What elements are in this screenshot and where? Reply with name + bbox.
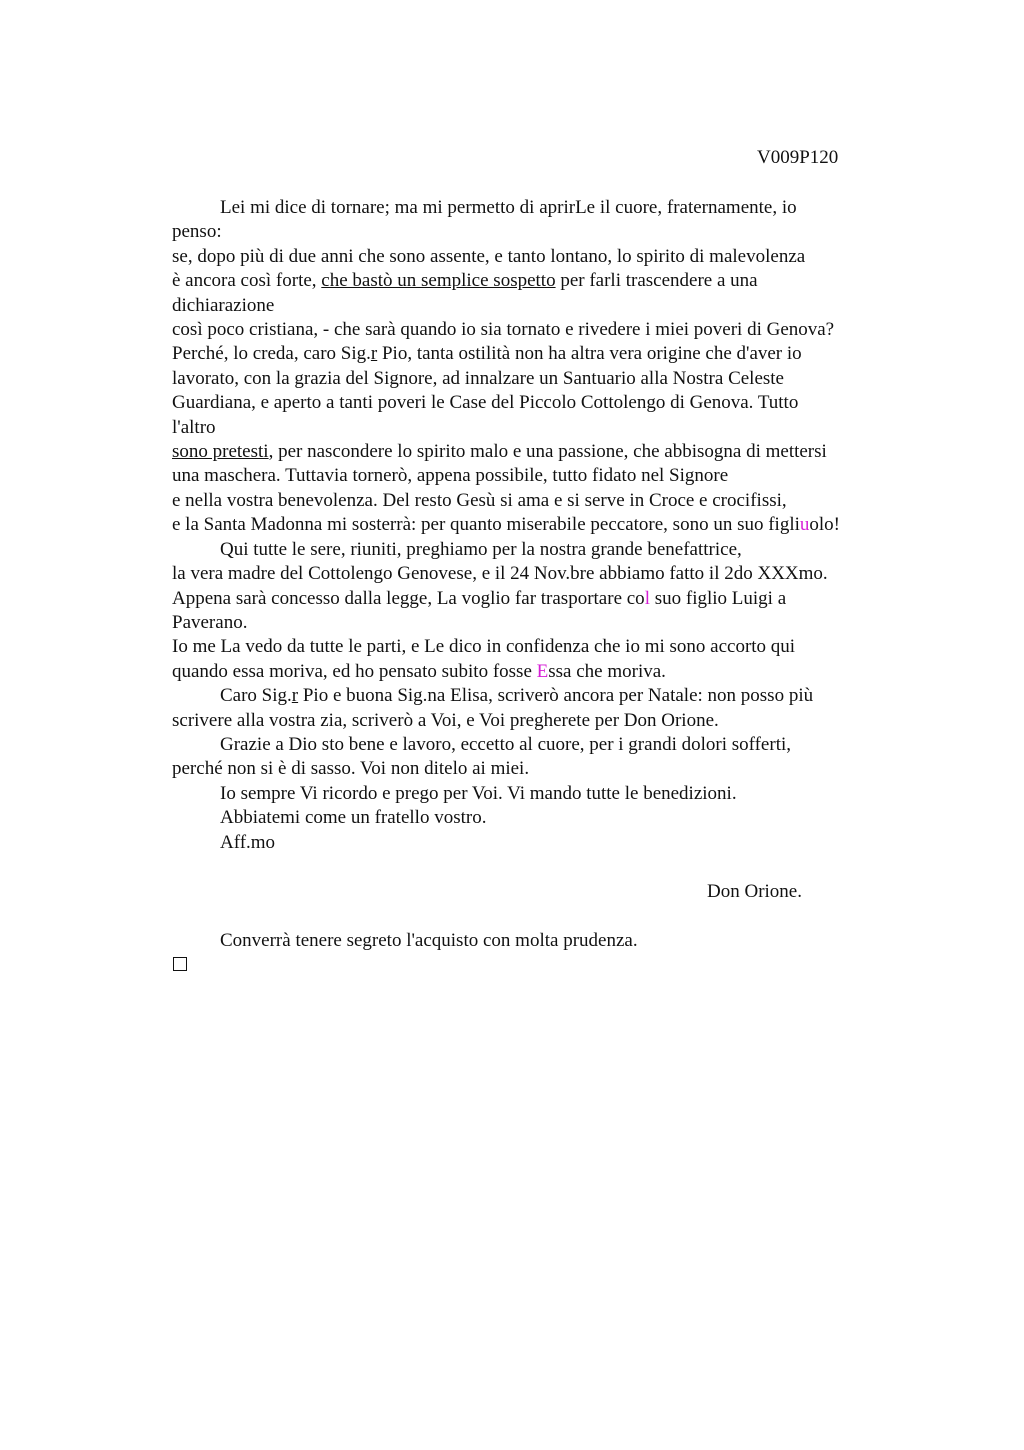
underlined-abbreviation: r: [370, 343, 378, 365]
letter-line: [172, 440, 912, 464]
letter-line: se, dopo più di due anni che sono assente, e tanto lontano, lo spirito di malevolenza: [172, 245, 806, 267]
underlined-abbreviation: r: [291, 685, 299, 707]
text-segment: è ancora così forte,: [172, 270, 322, 292]
text-segment: suo figlio Luigi a: [649, 587, 787, 609]
postscript: Converrà tenere segreto l'acquisto con molta prudenza.: [220, 930, 638, 951]
text-segment: Pio e buona Sig.na Elisa, scriverò ancora per Natale: non posso più: [298, 685, 814, 707]
highlighted-letter: l: [644, 587, 650, 609]
underlined-phrase: sono pretesti: [172, 441, 269, 463]
letter-line: Io me La vedo da tutte le parti, e Le dico in confidenza che io mi sono accorto qui: [172, 636, 796, 658]
letter-line: [172, 587, 912, 611]
letter-line: l'altro: [172, 416, 216, 438]
text-segment: e la Santa Madonna mi sosterrà: per quanto miserabile peccatore, sono un suo figli: [172, 514, 800, 536]
text-segment: quando essa moriva, ed ho pensato subito fosse: [172, 660, 537, 682]
letter-line: [172, 513, 912, 537]
letter-line: Qui tutte le sere, riuniti, preghiamo per la nostra grande benefattrice,: [220, 538, 742, 560]
highlighted-letter: u: [799, 514, 810, 536]
text-segment: , per nascondere lo spirito malo e una passione, che abbisogna di mettersi: [268, 441, 827, 463]
letter-line: Grazie a Dio sto bene e lavoro, eccetto al cuore, per i grandi dolori sofferti,: [220, 733, 792, 755]
page-code: V009P120: [757, 147, 839, 168]
letter-line: e nella vostra benevolenza. Del resto Gesù si ama e si serve in Croce e crocifissi,: [172, 489, 787, 511]
letter-line: Paverano.: [172, 611, 248, 633]
letter-line: la vera madre del Cottolengo Genovese, e il 24 Nov.bre abbiamo fatto il 2do XXXmo.: [172, 563, 828, 585]
letter-line: penso:: [172, 221, 222, 243]
letter-line: Abbiatemi come un fratello vostro.: [220, 807, 487, 829]
closing-line: Aff.mo: [220, 831, 276, 853]
letter-line: una maschera. Tuttavia tornerò, appena possibile, tutto fidato nel Signore: [172, 465, 729, 487]
letter-line: dichiarazione: [172, 294, 275, 316]
letter-line: Guardiana, e aperto a tanti poveri le Case del Piccolo Cottolengo di Genova. Tutto: [172, 392, 799, 414]
letter-line: Io sempre Vi ricordo e prego per Voi. Vi mando tutte le benedizioni.: [220, 782, 737, 804]
text-segment: ssa che moriva.: [548, 660, 666, 682]
letter-line: lavorato, con la grazia del Signore, ad innalzare un Santuario alla Nostra Celeste: [172, 367, 784, 389]
underlined-phrase: che bastò un semplice sospetto: [321, 270, 556, 292]
letter-line: [172, 660, 912, 684]
letter-line: Lei mi dice di tornare; ma mi permetto di aprirLe il cuore, fraternamente, io: [220, 197, 797, 218]
highlighted-letter: E: [536, 660, 549, 682]
letter-line: [172, 342, 912, 366]
letter-line: perché non si è di sasso. Voi non ditelo ai miei.: [172, 758, 530, 780]
checkbox-square-icon: [173, 957, 187, 971]
text-segment: Perché, lo creda, caro Sig.: [172, 343, 371, 365]
text-segment: per farli trascendere a una: [555, 270, 758, 292]
letter-line: [172, 684, 912, 708]
letter-line: così poco cristiana, - che sarà quando io sia tornato e rivedere i miei poveri di Genova?: [172, 319, 835, 341]
text-segment: Appena sarà concesso dalla legge, La voglio far trasportare co: [172, 587, 645, 609]
signature: Don Orione.: [707, 881, 802, 902]
letter-line: [172, 269, 912, 293]
text-segment: olo!: [809, 514, 840, 536]
letter-body: [172, 196, 912, 855]
text-segment: Pio, tanta ostilità non ha altra vera origine che d'aver io: [377, 343, 802, 365]
text-segment: Caro Sig.: [220, 685, 292, 707]
letter-line: scrivere alla vostra zia, scriverò a Voi, e Voi pregherete per Don Orione.: [172, 709, 719, 731]
